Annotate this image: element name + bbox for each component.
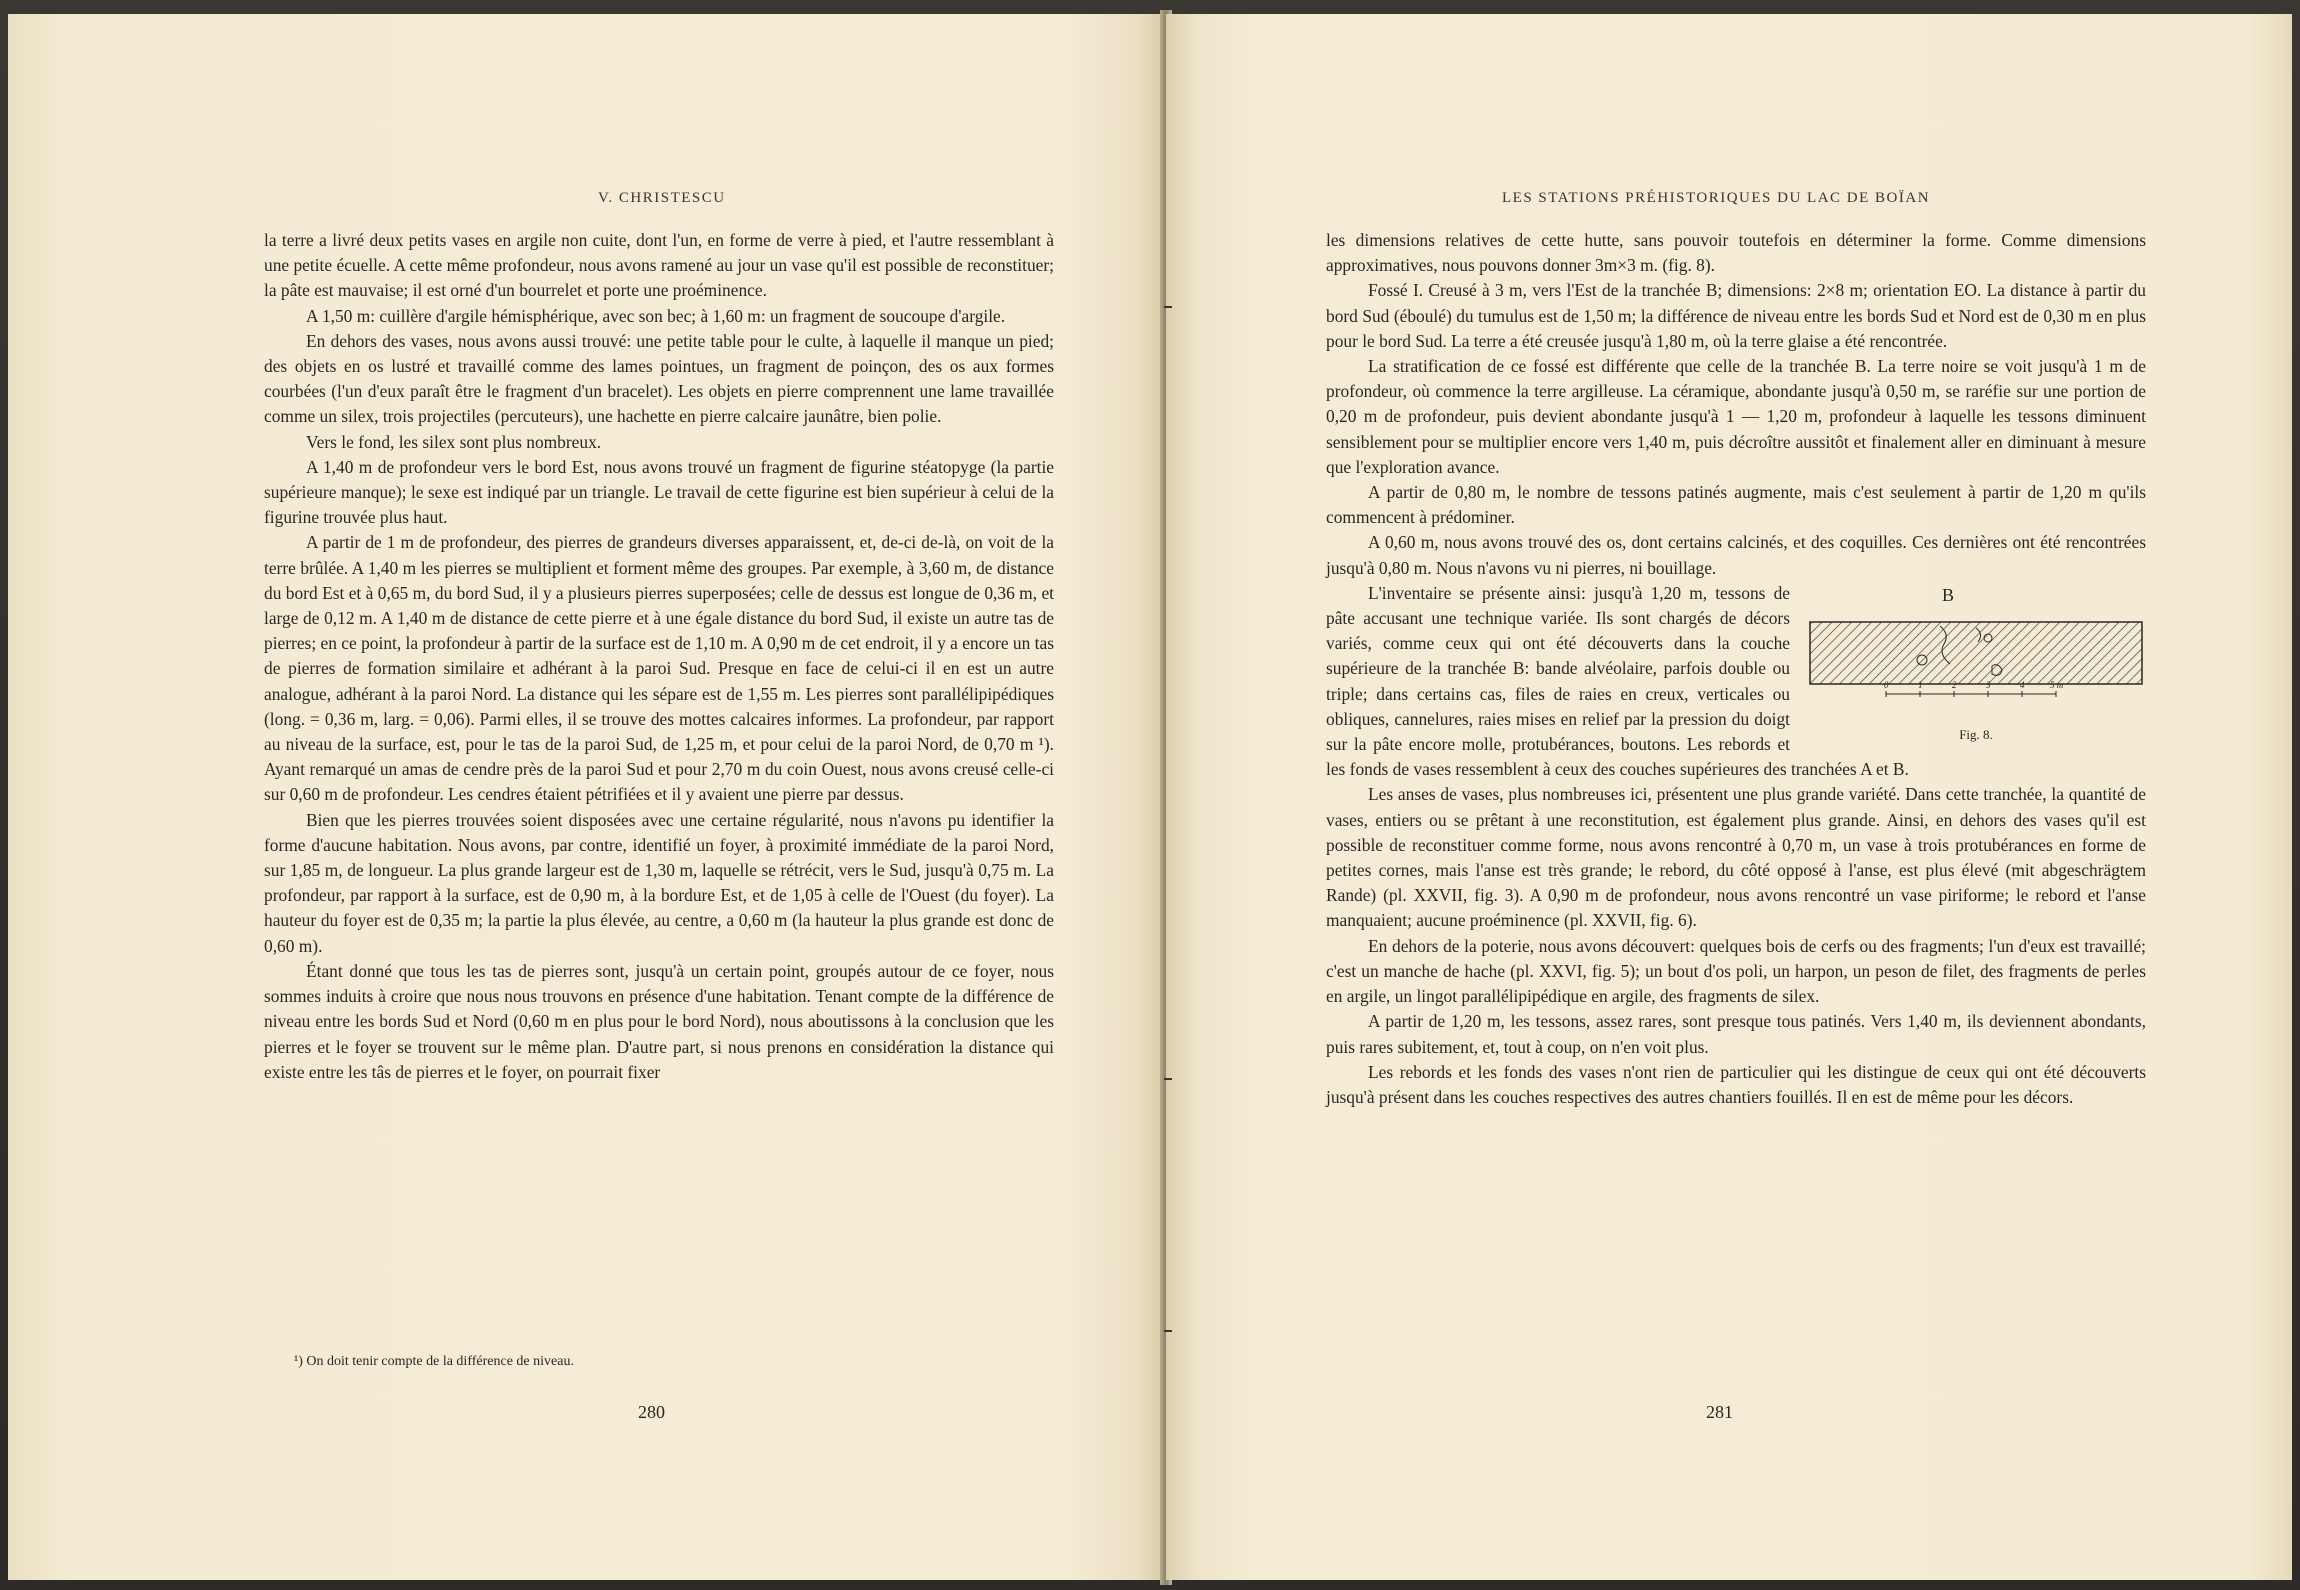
paragraph: A partir de 1 m de profondeur, des pierres de grandeurs diverses apparaissent, et, de-ci de-là, on voit de la terre brûlée. A 1,40 m les pierres se multiplient et forment même des groupes. Par exemple, à 3,60 m, de distance du bord Est et à 0,65 m, du bord Sud, il y a plusieurs pierres superposées; celle de dessus est longue de 0,36 m, et large de 0,12 m. A 1,40 m de distance de cette pierre et à une égale distance du bord Sud, il existe un autre tas de pierres; en ce point, la profondeur à partir de la surface est de 1,10 m. A 0,90 m de cet endroit, il y a encore un tas de pierres de formation similaire et adhérant à la paroi Sud. Presque en face de celui-ci il en est un autre analogue, adhérant à la paroi Nord. La distance qui les sépare est de 1,55 m. Les pierres sont parallélipipédiques (long. = 0,36 m, larg. = 0,06). Parmi elles, il se trouve des mottes calcaires informes. La profondeur, par rapport au niveau de la surface, est, pour le tas de la paroi Sud, de 1,25 m, et pour celui de la paroi Nord, de 0,70 m ¹). Ayant remarqué un amas de cendre près de la paroi Sud et pour 2,70 m du coin Ouest, nous avons creusé celle-ci sur 0,60 m de profondeur. Les cendres étaient pétrifiées et il y avaient une pierre par dessus.: [264, 532, 1054, 805]
running-head: V. CHRISTESCU: [598, 190, 726, 206]
paragraph: En dehors de la poterie, nous avons découvert: quelques bois de cerfs ou des fragments; l'un d'eux est travaillé; c'est un manche de hache (pl. XXVI, fig. 5); un bout d'os poli, un harpon, un peson de filet, des fragments de perles en argile, un lingot parallélipipédique en argile, des fragments de silex.: [1326, 935, 2146, 1007]
paragraph: La stratification de ce fossé est différente que celle de la tranchée B. La terre noire se voit jusqu'à 1 m de profondeur, où commence la terre argilleuse. La céramique, abondante jusqu'à 0,50 m, se raréfie sur une portion de 0,20 m de profondeur, puis devient abondante jusqu'à 1 — 1,20 m, profondeur à laquelle les tessons diminuent sensiblement pour se multiplier encore vers 1,40 m, puis décroître aussitôt et finalement aller en diminuant à mesure que l'exploration avance.: [1326, 356, 2146, 477]
paragraph: Étant donné que tous les tas de pierres sont, jusqu'à un certain point, groupés autour de ce foyer, nous sommes induits à croire que nous nous trouvons en présence d'une habitation. Tenant compte de la différence de niveau entre les bords Sud et Nord (0,60 m en plus pour le bord Nord), nous aboutissons à la conclusion que les pierres et le foyer se trouvent sur le même plan. D'autre part, si nous prenons en considération la distance qui existe entre les tâs de pierres et le foyer, on pourrait fixer: [264, 960, 1054, 1082]
figure-label: B: [1942, 584, 1955, 605]
body-text: [1326, 228, 2146, 1110]
scale-label: 3: [1986, 680, 1991, 691]
paragraph: L'inventaire se présente ainsi: jusqu'à 1,20 m, tessons de pâte accusant une technique variée. Ils sont chargés de décors variés, comme ceux qui ont été découverts dans la couche supérieure de la tranchée B: bande alvéolaire, parfois double ou triple; dans certains cas, files de raies en creux, verticales ou obliques, cannelures, raies mises en relief par la pression du doigt sur la pâte encore molle, protubérances, boutons. Les rebords et les fonds de vases ressemblent à ceux des couches supérieures des tranchées A et B.: [1326, 582, 1909, 780]
paragraph: A 1,50 m: cuillère d'argile hémisphérique, avec son bec; à 1,60 m: un fragment de soucoupe d'argile.: [306, 305, 1006, 326]
paragraph: Les anses de vases, plus nombreuses ici, présentent une plus grande variété. Dans cette tranchée, la quantité de vases, entiers ou se prêtant à une reconstitution, est également plus grande. Ainsi, en dehors des vases qu'il est possible de reconstituer comme forme, nous avons rencontré à 0,70 m, un vase à trois protubérances en forme de petites cornes, mais l'anse est très grande; le rebord, du côté opposé à l'anse, est plus élevé (mit abgeschrägtem Rande) (pl. XXVII, fig. 3). A 0,90 m de profondeur, nous avons rencontré un vase piriforme; le rebord et l'anse manquaient; aucune proéminence (pl. XXVII, fig. 6).: [1326, 784, 2146, 931]
paragraph: Fossé I. Creusé à 3 m, vers l'Est de la tranchée B; dimensions: 2×8 m; orientation EO. La distance à partir du bord Sud (éboulé) du tumulus est de 1,50 m; la différence de niveau entre les bords Sud et Nord est de 0,30 m en plus pour le bord Sud. La terre a été creusée jusqu'à 1,80 m, où la terre glaise a été rencontrée.: [1326, 280, 2146, 351]
paragraph: la terre a livré deux petits vases en argile non cuite, dont l'un, en forme de verre à pied, et l'autre ressemblant à une petite écuelle. A cette même profondeur, nous avons ramené au jour un vase qu'il est possible de reconstituer; la pâte est mauvaise; il est orné d'un bourrelet et porte une proéminence.: [264, 230, 1054, 301]
paragraph: Bien que les pierres trouvées soient disposées avec une certaine régularité, nous n'avons pu identifier la forme d'aucune habitation. Nous avons, par contre, identifié un foyer, à proximité immédiate de la paroi Nord, sur 1,85 m, de longueur. La plus grande largeur est de 1,30 m, laquelle se rétrécit, vers le Sud, jusqu'à 0,75 m. La profondeur, par rapport à la surface, est de 0,90 m, à la bordure Est, et de 1,05 à celle de l'Ouest (du foyer). La hauteur du foyer est de 0,35 m; la partie la plus élevée, au centre, a 0,60 m (la hauteur la plus grande est donc de 0,60 m).: [264, 809, 1054, 956]
margin-mark: [1164, 306, 1172, 308]
page-number: 281: [1706, 1402, 1733, 1422]
figure-caption: Fig. 8.: [1959, 727, 1993, 743]
trench-section-drawing: [1806, 608, 2146, 718]
paragraph: A 1,40 m de profondeur vers le bord Est, nous avons trouvé un fragment de figurine stéatopyge (la partie supérieure manque); le sexe est indiqué par un triangle. Le travail de cette figurine est bien supérieur à celui de la figurine trouvée plus haut.: [264, 456, 1054, 528]
scale-label: 0: [1884, 680, 1889, 691]
right-page: [1166, 14, 2292, 1580]
paragraph: Les rebords et les fonds des vases n'ont rien de particulier qui les distingue de ceux qui ont été découverts jusqu'à présent dans les couches respectives des autres chantiers fouillés. Il en est de même pour les décors.: [1326, 1061, 2146, 1107]
paragraph: A partir de 1,20 m, les tessons, assez rares, sont presque tous patinés. Vers 1,40 m, ils deviennent abondants, puis rares subitement, et, tout à coup, on n'en voit plus.: [1326, 1011, 2146, 1057]
footnote: ¹) On doit tenir compte de la différence de niveau.: [294, 1354, 574, 1369]
margin-mark: [1164, 1078, 1172, 1080]
paragraph: En dehors des vases, nous avons aussi trouvé: une petite table pour le culte, à laquelle il manque un pied; des objets en os lustré et travaillé comme des lames pointues, un fragment de poinçon, des os aux formes courbées (l'un d'eux paraît être le fragment d'un bracelet). Les objets en pierre comprennent une lame travaillée comme un silex, trois projectiles (percuteurs), une hachette en pierre calcaire jaunâtre, bien polie.: [264, 330, 1054, 427]
body-text: [264, 228, 1054, 1085]
paragraph: A partir de 0,80 m, le nombre de tessons patinés augmente, mais c'est seulement à partir de 1,20 m qu'ils commencent à prédominer.: [1326, 482, 2146, 528]
figure-8: [1806, 583, 2146, 747]
scale-label: 2: [1952, 680, 1957, 691]
paragraph: Vers le fond, les silex sont plus nombreux.: [306, 431, 602, 452]
running-head: LES STATIONS PRÉHISTORIQUES DU LAC DE BOÏAN: [1502, 190, 1931, 206]
scale-label: 4: [2020, 680, 2025, 691]
scale-label: 1: [1918, 680, 1923, 691]
paragraph: A 0,60 m, nous avons trouvé des os, dont certains calcinés, et des coquilles. Ces dernières ont été rencontrées jusqu'à 0,80 m. Nous n'avons vu ni pierres, ni bouillage.: [1326, 532, 2146, 578]
left-page: [8, 14, 1164, 1580]
margin-mark: [1164, 1330, 1172, 1332]
scale-label: 5 m: [2050, 680, 2064, 691]
page-number: 280: [638, 1402, 665, 1422]
paragraph: les dimensions relatives de cette hutte, sans pouvoir toutefois en déterminer la forme. Comme dimensions approximatives, nous pouvons donner 3m×3 m. (fig. 8).: [1326, 230, 2146, 276]
